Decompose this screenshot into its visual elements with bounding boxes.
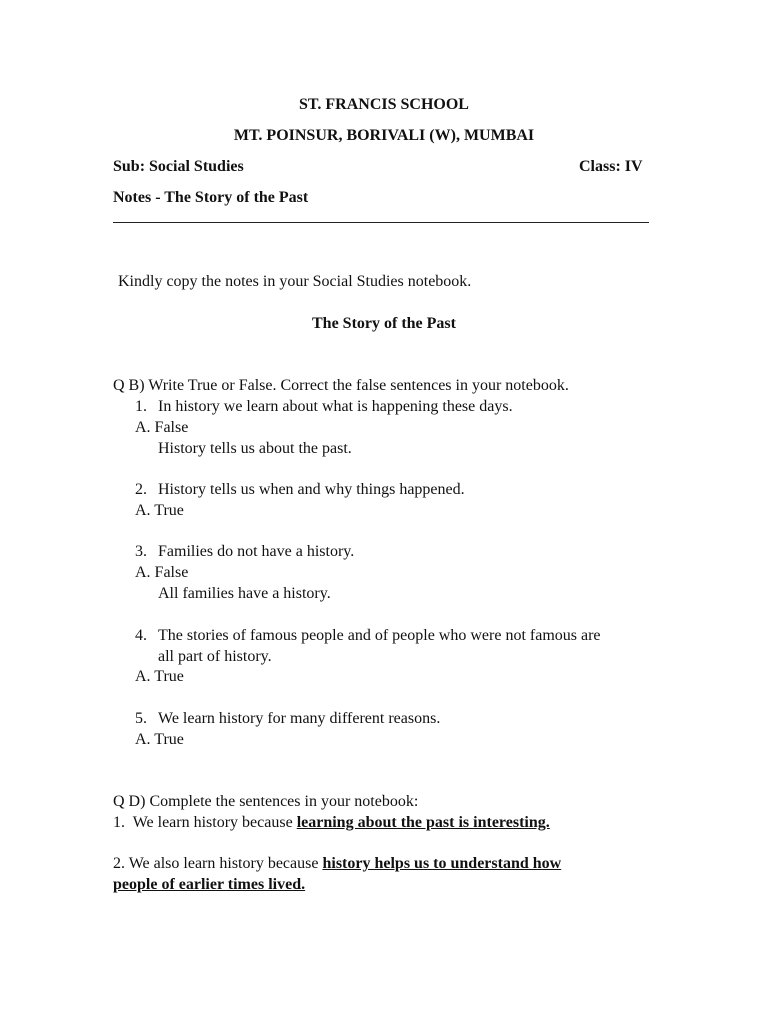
- qb-item-question: History tells us when and why things happened.: [158, 481, 465, 498]
- qd-heading: Q D) Complete the sentences in your notebook:: [113, 793, 419, 810]
- qb-item-question: In history we learn about what is happening these days.: [158, 398, 513, 415]
- qd-item-2-prefix: 2. We also learn history because: [113, 855, 323, 872]
- qb-heading: Q B) Write True or False. Correct the false sentences in your notebook.: [113, 377, 569, 394]
- qb-item-question-line1: The stories of famous people and of people who were not famous are: [158, 627, 601, 644]
- notes-title: Notes - The Story of the Past: [113, 189, 309, 206]
- qb-item-number: 3.: [135, 543, 147, 560]
- school-name: ST. FRANCIS SCHOOL: [299, 96, 469, 113]
- qb-item-number: 2.: [135, 481, 147, 498]
- chapter-title: The Story of the Past: [312, 315, 456, 332]
- qb-item-correction: All families have a history.: [158, 585, 331, 602]
- class-label: Class: IV: [579, 158, 643, 175]
- qb-item-number: 5.: [135, 710, 147, 727]
- qb-item-answer: A. True: [135, 502, 184, 519]
- subject-label: Sub: Social Studies: [113, 158, 244, 175]
- qb-item-number: 1.: [135, 398, 147, 415]
- qd-item-2: [113, 853, 561, 874]
- qd-item-2-answer-line2: people of earlier times lived.: [113, 876, 306, 893]
- qd-item-1-answer: learning about the past is interesting.: [296, 814, 550, 831]
- qb-item-answer: A. False: [135, 564, 189, 581]
- qb-item-answer: A. True: [135, 731, 184, 748]
- divider-line: [113, 222, 649, 223]
- qb-item-answer: A. False: [135, 419, 189, 436]
- instruction-text: Kindly copy the notes in your Social Studies notebook.: [118, 273, 472, 290]
- qb-item-answer: A. True: [135, 668, 184, 685]
- qd-item-2-answer-line1: history helps us to understand how: [322, 855, 562, 872]
- qd-item-1: [113, 812, 550, 833]
- qb-item-question-line2: all part of history.: [158, 648, 272, 665]
- school-address: MT. POINSUR, BORIVALI (W), MUMBAI: [233, 127, 535, 144]
- qb-item-number: 4.: [135, 627, 147, 644]
- qd-item-1-prefix: 1. We learn history because: [113, 814, 297, 831]
- qb-item-correction: History tells us about the past.: [158, 440, 352, 457]
- qb-item-question: We learn history for many different reasons.: [158, 710, 441, 727]
- qb-item-question: Families do not have a history.: [158, 543, 355, 560]
